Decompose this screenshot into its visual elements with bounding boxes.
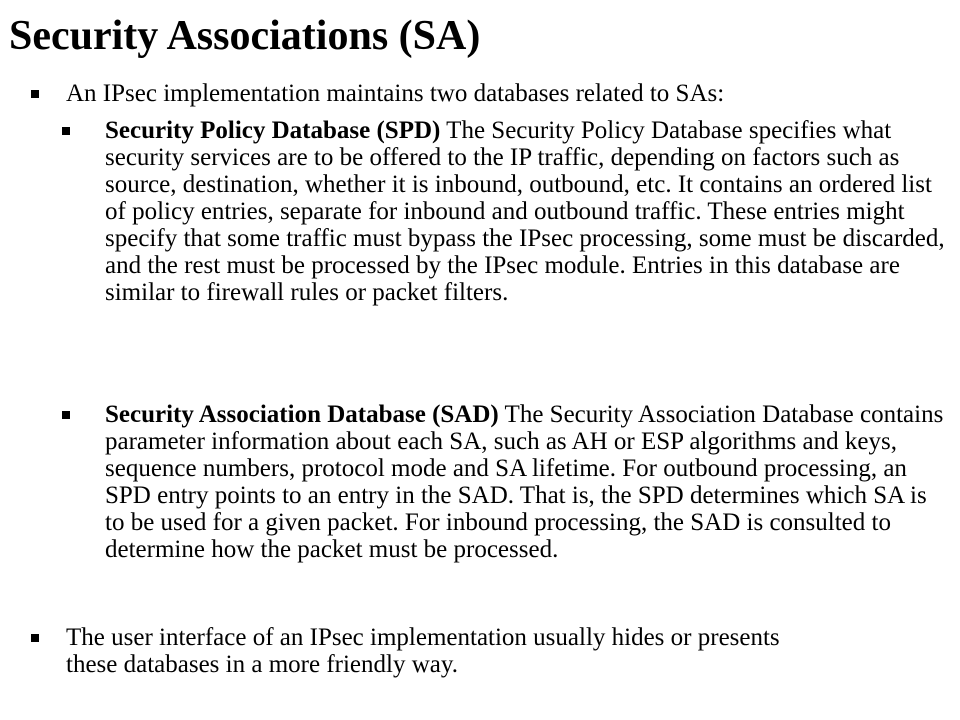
sub-bullet-text-sad	[105, 401, 950, 563]
bullet-item-databases	[0, 80, 960, 110]
sad-description: The Security Association Database contains parameter information about each SA, such as AH or ESP algorithms and keys, sequence numbers, protocol mode and SA lifetime. For outbound processing, an SPD entry points to an entry in the SAD. That is, the SPD determines which SA is to be used for a given packet. For inbound processing, the SAD is consulted to determine how the packet must be processed.	[105, 401, 944, 563]
sub-bullet-text-spd	[105, 117, 950, 306]
spd-description: The Security Policy Database specifies what security services are to be offered to the IP traffic, depending on factors such as source, destination, whether it is inbound, outbound, etc. It contains an ordered list of policy entries, separate for inbound and outbound traffic. These entries might specify that some traffic must bypass the IPsec processing, some must be discarded, and the rest must be processed by the IPsec module. Entries in this database are similar to firewall rules or packet filters.	[105, 117, 945, 306]
square-bullet-icon	[62, 127, 70, 135]
bullet-item-user-interface	[0, 624, 960, 684]
bullet-text: An IPsec implementation maintains two databases related to SAs:	[66, 80, 725, 107]
square-bullet-icon	[62, 411, 70, 419]
bullet-text: The user interface of an IPsec implementation usually hides or presents these databases in a more friendly way.	[66, 624, 780, 678]
sub-bullet-item-sad	[0, 401, 960, 616]
sad-term: Security Association Database (SAD)	[105, 401, 499, 428]
square-bullet-icon	[31, 634, 39, 642]
square-bullet-icon	[31, 90, 39, 98]
slide-title: Security Associations (SA)	[9, 13, 481, 59]
spd-term: Security Policy Database (SPD)	[105, 117, 441, 144]
sub-bullet-item-spd	[0, 117, 960, 387]
